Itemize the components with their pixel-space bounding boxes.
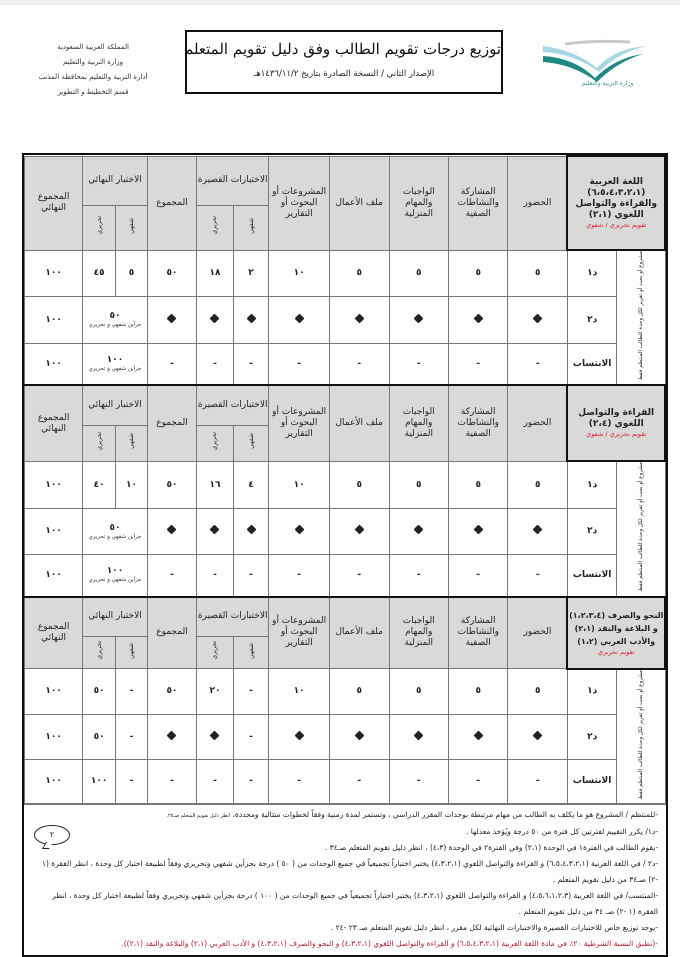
cell-final-oral: -	[116, 714, 148, 760]
cell-final-written: ٥٠	[83, 714, 116, 760]
row-label: د٢	[567, 509, 616, 554]
header-homework: الواجبات والمهام المنزلية	[389, 156, 448, 250]
cell-final-total: ١٠٠	[25, 714, 83, 760]
table-row	[25, 714, 666, 760]
cell-final-total: ١٠٠	[25, 554, 83, 597]
cell-participation: ٥	[448, 250, 507, 297]
cell-short-written: ١٦	[197, 461, 234, 509]
subject-cell	[567, 385, 665, 461]
cell-attendance	[508, 509, 567, 554]
document-subtitle: الإصدار الثاني / النسخة الصادرة بتاريخ ١٤٣٦/١١/٢هـ	[253, 69, 435, 79]
cell-portfolio: ٥	[330, 669, 389, 715]
header-final-written: تحريري	[83, 205, 116, 250]
cell-homework	[389, 509, 448, 554]
note-item: -يقوم الطالب في الفترة١ في الوحدة (٢،١) وفي الفترة٢ في الوحدة (٤،٣) ، انظر دليل تقويم المتعلم صـ٣٤ .	[324, 842, 658, 852]
cell-final-total: ١٠٠	[25, 250, 83, 297]
header-short-written: تحريري	[197, 637, 234, 669]
cell-short-written: -	[197, 554, 234, 597]
cell-final-merged: ١٠٠ جزآين شفهي و تحريري	[83, 554, 148, 597]
subject-name: القراءة والتواصل اللغوي (٢،٤)	[578, 407, 655, 429]
notes-section	[24, 804, 666, 955]
organization-block	[28, 40, 158, 100]
diamond-icon	[167, 313, 177, 323]
cell-short-written: -	[197, 344, 234, 386]
row-label: الانتساب	[567, 760, 616, 804]
row-label: د٢	[567, 714, 616, 760]
cell-final-oral: -	[116, 669, 148, 715]
diamond-icon	[294, 525, 304, 535]
cell-portfolio	[330, 714, 389, 760]
top-bar	[0, 0, 680, 5]
cell-short-oral	[233, 297, 268, 344]
header-final-exam: الاختبار النهائي	[83, 597, 148, 637]
diamond-icon	[210, 525, 220, 535]
diamond-icon	[473, 313, 483, 323]
header-short-written: تحريري	[197, 425, 234, 461]
cell-projects: ١٠	[269, 669, 330, 715]
cell-homework: ٥	[389, 669, 448, 715]
cell-homework: -	[389, 554, 448, 597]
cell-short-oral: ٤	[233, 461, 268, 509]
cell-final-total: ١٠٠	[25, 669, 83, 715]
cell-final-written: ١٠٠	[83, 760, 116, 804]
cell-homework: ٥	[389, 250, 448, 297]
cell-final-total: ١٠٠	[25, 297, 83, 344]
document-title-box	[185, 30, 503, 94]
diamond-icon	[167, 730, 177, 740]
cell-final-total: ١٠٠	[25, 461, 83, 509]
diamond-icon	[473, 525, 483, 535]
cell-final-written: ٤٥	[83, 250, 116, 297]
table-row	[25, 250, 666, 297]
org-line: أدارة التربية والتعليم بمحافظة المذنب	[38, 73, 148, 81]
final-note: جزآين شفهي و تحريري	[88, 366, 142, 373]
subject-cell	[567, 597, 665, 669]
header-final-oral: شفهي	[116, 205, 148, 250]
header-final-oral: شفهي	[116, 425, 148, 461]
subject-cell	[567, 156, 665, 250]
cell-final-merged: ٥٠ جزآين شفهي و تحريري	[83, 509, 148, 554]
cell-projects: ١٠	[269, 250, 330, 297]
cell-attendance: -	[508, 344, 567, 386]
cell-final-written: ٥٠	[83, 669, 116, 715]
cell-short-written: ١٨	[197, 250, 234, 297]
header-short-oral: شفهي	[233, 637, 268, 669]
header-portfolio: ملف الأعمال	[330, 156, 389, 250]
diamond-icon	[246, 313, 256, 323]
org-line: المملكة العربية السعودية	[57, 43, 129, 51]
evaluation-type: تقويم تحريري / شفوي	[586, 220, 647, 229]
cell-portfolio: -	[330, 554, 389, 597]
cell-participation: -	[448, 760, 507, 804]
cell-short-written	[197, 714, 234, 760]
cell-projects	[269, 509, 330, 554]
cell-final-total: ١٠٠	[25, 344, 83, 386]
table-row	[25, 461, 666, 509]
header-participation: المشاركة والنشاطات الصفية	[448, 385, 507, 461]
evaluation-type: تقويم تحريري / شفوي	[586, 429, 647, 438]
cell-participation: ٥	[448, 461, 507, 509]
cell-final-oral: -	[116, 760, 148, 804]
cell-projects: -	[269, 554, 330, 597]
cell-participation: -	[448, 554, 507, 597]
grade-table	[24, 155, 666, 804]
cell-final-total: ١٠٠	[25, 760, 83, 804]
final-note: جزآين شفهي و تحريري	[88, 533, 142, 540]
side-note: مشروع أو بحث أو تقرير لكل وحدة للطالب المنتظم فقط	[617, 250, 665, 385]
header-participation: المشاركة والنشاطات الصفية	[448, 156, 507, 250]
note-reference: انظر دليل تقويم المتعلم صـ٢٥.	[166, 812, 231, 819]
header-attendance: الحضور	[508, 156, 567, 250]
cell-short-oral: -	[233, 760, 268, 804]
cell-total	[147, 509, 196, 554]
header-final-total: المجموع النهائي	[25, 597, 83, 669]
header-total: المجموع	[147, 385, 196, 461]
org-line: وزارة التربية والتعليم	[62, 58, 124, 66]
cell-total: ٥٠	[147, 669, 196, 715]
header-final-exam: الاختبار النهائي	[83, 385, 148, 425]
table-row	[25, 669, 666, 715]
header-homework: الواجبات والمهام المنزلية	[389, 597, 448, 669]
row-label: د١	[567, 250, 616, 297]
cell-attendance: ٥	[508, 250, 567, 297]
header-portfolio: ملف الأعمال	[330, 597, 389, 669]
cell-projects	[269, 714, 330, 760]
row-label: الانتساب	[567, 554, 616, 597]
diamond-icon	[533, 313, 543, 323]
header-final-written: تحريري	[83, 425, 116, 461]
header-total: المجموع	[147, 597, 196, 669]
cell-short-oral: -	[233, 669, 268, 715]
cell-attendance: ٥	[508, 461, 567, 509]
cell-portfolio: ٥	[330, 461, 389, 509]
diamond-icon	[246, 525, 256, 535]
table-row	[25, 760, 666, 804]
final-note: جزآين شفهي و تحريري	[88, 322, 142, 329]
cell-short-oral: -	[233, 714, 268, 760]
cell-short-written	[197, 509, 234, 554]
diamond-icon	[533, 525, 543, 535]
cell-projects: ١٠	[269, 461, 330, 509]
diamond-icon	[294, 313, 304, 323]
cell-attendance	[508, 714, 567, 760]
cell-projects: -	[269, 344, 330, 386]
subject-name: اللغة العربية (٦،٥،٤،٣،٢،١) والقراءة والتواصل اللغوي (٢،١)	[575, 176, 657, 220]
diamond-icon	[473, 730, 483, 740]
header-attendance: الحضور	[508, 385, 567, 461]
diamond-icon	[210, 730, 220, 740]
diamond-icon	[294, 730, 304, 740]
cell-final-merged: ٥٠ جزآين شفهي و تحريري	[83, 297, 148, 344]
subject-line: و البلاغة والنقد (٢،١)	[574, 623, 658, 633]
diamond-icon	[354, 730, 364, 740]
row-label: الانتساب	[567, 344, 616, 386]
header-projects: المشروعات أو البحوث أو التقارير	[269, 385, 330, 461]
org-line: قسم التخطيط و التطوير	[57, 88, 129, 96]
note-item: -د١/ يكرر التقييم لفترتين كل فترة من ٥٠ درجة ويُؤخذ معدلها .	[465, 826, 658, 836]
cell-participation: ٥	[448, 669, 507, 715]
cell-short-oral: ٢	[233, 250, 268, 297]
cell-homework: -	[389, 344, 448, 386]
cell-portfolio: -	[330, 344, 389, 386]
cell-homework: -	[389, 760, 448, 804]
row-label: د١	[567, 669, 616, 715]
cell-homework	[389, 297, 448, 344]
header-homework: الواجبات والمهام المنزلية	[389, 385, 448, 461]
header-projects: المشروعات أو البحوث أو التقارير	[269, 597, 330, 669]
header-total: المجموع	[147, 156, 196, 250]
table-row	[25, 509, 666, 554]
cell-final-written: ٤٠	[83, 461, 116, 509]
logo-text: وزارة التربية والتعليم	[581, 80, 634, 87]
diamond-icon	[414, 313, 424, 323]
table-row	[25, 297, 666, 344]
row-label: د٢	[567, 297, 616, 344]
diamond-icon	[354, 525, 364, 535]
cell-homework: ٥	[389, 461, 448, 509]
cell-portfolio: -	[330, 760, 389, 804]
header-short-tests: الاختبارات القصيرة	[197, 385, 269, 425]
cell-short-written	[197, 297, 234, 344]
diamond-icon	[414, 525, 424, 535]
header-short-written: تحريري	[197, 205, 234, 250]
header-participation: المشاركة والنشاطات الصفية	[448, 597, 507, 669]
cell-final-merged: ١٠٠ جزآين شفهي و تحريري	[83, 344, 148, 386]
header-attendance: الحضور	[508, 597, 567, 669]
diamond-icon	[533, 730, 543, 740]
cell-portfolio: ٥	[330, 250, 389, 297]
header-short-oral: شفهي	[233, 205, 268, 250]
cell-participation	[448, 297, 507, 344]
cell-attendance: -	[508, 760, 567, 804]
diamond-icon	[354, 313, 364, 323]
header-final-oral: شفهي	[116, 637, 148, 669]
note-item: -للمنتظم / المشروع هو ما يكلف به الطالب من مهام مرتبطة بوحدات المقرر الدراسي ، وتستمر لمدة زمنية وفقاً لخطوات متتالية ومحددة، انظر دليل تقويم المتعلم صـ٢٥.	[166, 809, 658, 819]
cell-portfolio	[330, 297, 389, 344]
cell-total: -	[147, 760, 196, 804]
cell-total: ٥٠	[147, 250, 196, 297]
cell-attendance: -	[508, 554, 567, 597]
note-item: -المنتسب/ في اللغة العربية (٤،٥،٦،١،٢،٣) و القراءة والتواصل اللغوي (٤،٣،٢،١) يختبر اختباراً تجميعياً في جميع الوحدات من ( ١٠٠ ) درجة بجزأين شفهي وتحريري وفقاً لطبيعة اختبار كل وحدة ، انظر الفقرة (١ -٢) صـ ٣٤ من دليل تقويم المتعلم .	[52, 890, 658, 916]
side-note: مشروع أو بحث أو تقرير لكل وحدة للطالب المنتظم فقط	[617, 669, 665, 804]
subject-line: النحو والصرف (١،٢،٣،٤)	[569, 610, 664, 620]
diamond-icon	[210, 313, 220, 323]
header-projects: المشروعات أو البحوث أو التقارير	[269, 156, 330, 250]
row-label: د١	[567, 461, 616, 509]
header-short-tests: الاختبارات القصيرة	[197, 156, 269, 205]
diamond-icon	[414, 730, 424, 740]
header-final-exam: الاختبار النهائي	[83, 156, 148, 205]
table-row	[25, 344, 666, 386]
page-number-bubble: ٢	[34, 825, 70, 845]
cell-final-oral: ١٠	[116, 461, 148, 509]
header-portfolio: ملف الأعمال	[330, 385, 389, 461]
cell-participation	[448, 714, 507, 760]
note-item: -يوجد توزيع خاص للاختبارات القصيرة والاختبارات النهائية لكل مقرر ، انظر دليل تقويم المتعلم صـ ٢٣ -٢٤ .	[330, 922, 658, 932]
evaluation-type: تقويم تحريري	[597, 647, 635, 656]
header-final-written: تحريري	[83, 637, 116, 669]
cell-total: -	[147, 554, 196, 597]
cell-short-oral: -	[233, 554, 268, 597]
table-row	[25, 554, 666, 597]
header-final-total: المجموع النهائي	[25, 156, 83, 250]
cell-short-written: ٢٠	[197, 669, 234, 715]
cell-short-oral	[233, 509, 268, 554]
side-note: مشروع أو بحث أو تقرير لكل وحدة للطالب المنتظم فقط	[617, 461, 665, 596]
cell-projects: -	[269, 760, 330, 804]
header-short-oral: شفهي	[233, 425, 268, 461]
subject-line: والأدب العربي (١،٢)	[577, 636, 656, 646]
note-item: -د٢ / في اللغة العربية (٦،٥،٤،٣،٢،١) و القراءة والتواصل اللغوي (٤،٣،٢،١) يختبر اختباراً تجميعياً في جميع الوحدات من ( ٥٠ ) درجة بجزأين شفهي وتحريري وفقاً لطبيعة اختبار كل وحدة ، انظر الفقرة (١ -٢) صـ٣٤ من دليل تقويم المتعلم .	[41, 858, 658, 884]
cell-total: ٥٠	[147, 461, 196, 509]
diamond-icon	[167, 525, 177, 535]
cell-portfolio	[330, 509, 389, 554]
grade-distribution-sheet	[22, 153, 668, 957]
cell-attendance	[508, 297, 567, 344]
cell-final-total: ١٠٠	[25, 509, 83, 554]
cell-homework	[389, 714, 448, 760]
cell-total	[147, 714, 196, 760]
document-title: توزيع درجات تقويم الطالب وفق دليل تقويم المتعلم	[183, 40, 501, 58]
cell-final-oral: ٥	[116, 250, 148, 297]
cell-participation	[448, 509, 507, 554]
cell-short-written: -	[197, 760, 234, 804]
cell-participation: -	[448, 344, 507, 386]
cell-attendance: ٥	[508, 669, 567, 715]
cell-total: -	[147, 344, 196, 386]
note-item-conditional: -(تطبق النسبة الشرطية ٢٠٪ في مادة اللغة العربية (٦،٥،٤،٣،٢،١) و القراءة والتواصل اللغوي (٤،٣،٢،١) و النحو والصرف (٤،٣،٢،١) و الأدب العربي (٢،١) والبلاغة والنقد (٢،١)).	[121, 938, 658, 948]
cell-projects	[269, 297, 330, 344]
final-note: جزآين شفهي و تحريري	[88, 577, 142, 584]
cell-total	[147, 297, 196, 344]
cell-short-oral: -	[233, 344, 268, 386]
header-short-tests: الاختبارات القصيرة	[197, 597, 269, 637]
header-final-total: المجموع النهائي	[25, 385, 83, 461]
